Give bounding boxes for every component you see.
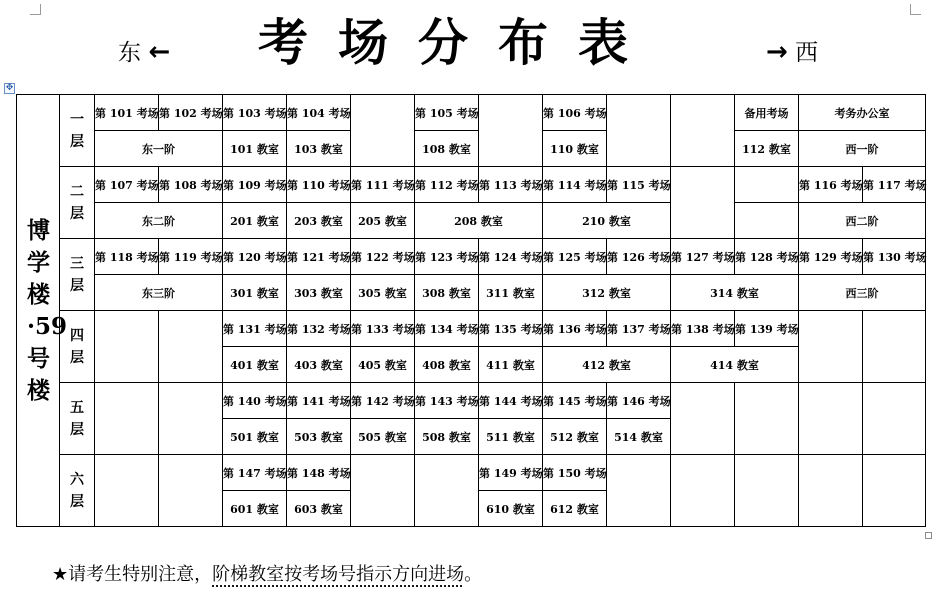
empty-cell [671, 383, 735, 455]
table-resize-handle[interactable] [925, 532, 932, 539]
classroom-cell: 东三阶 [95, 275, 223, 311]
classroom-cell: 408 教室 [415, 347, 479, 383]
classroom-cell: 108 教室 [415, 131, 479, 167]
table-move-handle-icon[interactable]: ✥ [5, 83, 14, 93]
empty-cell [159, 311, 223, 383]
exam-room-cell: 第 149 考场 [479, 455, 543, 491]
empty-cell [159, 383, 223, 455]
empty-cell [607, 95, 671, 167]
table-row [17, 311, 926, 347]
classroom-cell: 西三阶 [799, 275, 926, 311]
floor-label: 五层 [60, 383, 95, 455]
left-arrow-icon: ← [148, 37, 171, 67]
exam-room-cell: 第 116 考场 [799, 167, 863, 203]
exam-room-cell: 第 103 考场 [223, 95, 287, 131]
classroom-cell: 203 教室 [287, 203, 351, 239]
exam-room-cell: 第 112 考场 [415, 167, 479, 203]
empty-cell [159, 455, 223, 527]
exam-room-cell: 第 101 考场 [95, 95, 159, 131]
empty-cell [863, 311, 926, 383]
classroom-cell: 103 教室 [287, 131, 351, 167]
empty-cell [863, 455, 926, 527]
building-name-cell [17, 95, 68, 527]
exam-room-cell: 第 108 考场 [159, 167, 223, 203]
page-corner-mark-top-right [910, 4, 921, 15]
empty-cell [671, 95, 735, 167]
exam-room-cell: 第 121 考场 [287, 239, 351, 275]
exam-room-cell: 第 124 考场 [479, 239, 543, 275]
classroom-cell: 501 教室 [223, 419, 287, 455]
empty-cell [479, 95, 543, 167]
exam-room-cell: 第 119 考场 [159, 239, 223, 275]
exam-room-cell: 第 141 考场 [287, 383, 351, 419]
classroom-cell: 112 教室 [735, 131, 799, 167]
classroom-cell: 601 教室 [223, 491, 287, 527]
table-row [17, 383, 926, 419]
empty-cell [607, 455, 671, 527]
empty-cell [95, 383, 159, 455]
exam-room-cell: 第 133 考场 [351, 311, 415, 347]
exam-room-cell: 第 104 考场 [287, 95, 351, 131]
exam-room-cell: 备用考场 [735, 95, 799, 131]
exam-room-cell: 第 147 考场 [223, 455, 287, 491]
classroom-cell: 东二阶 [95, 203, 223, 239]
exam-room-cell: 第 102 考场 [159, 95, 223, 131]
floor-label: 六层 [60, 455, 95, 527]
exam-room-cell: 第 120 考场 [223, 239, 287, 275]
page-corner-mark-top-left [30, 4, 41, 15]
exam-room-cell: 第 126 考场 [607, 239, 671, 275]
table-row [17, 275, 926, 311]
exam-room-cell: 第 139 考场 [735, 311, 799, 347]
empty-cell [95, 455, 159, 527]
exam-room-cell: 第 140 考场 [223, 383, 287, 419]
classroom-cell: 305 教室 [351, 275, 415, 311]
classroom-cell: 西一阶 [799, 131, 926, 167]
notice-prefix: ★请考生特别注意， [52, 564, 213, 585]
right-arrow-icon: → [766, 37, 788, 67]
exam-room-cell: 第 134 考场 [415, 311, 479, 347]
exam-room-cell: 第 135 考场 [479, 311, 543, 347]
exam-room-cell: 考务办公室 [799, 95, 926, 131]
exam-room-cell: 第 125 考场 [543, 239, 607, 275]
floor-label: 二层 [60, 167, 95, 239]
classroom-cell: 303 教室 [287, 275, 351, 311]
building-name: 博学楼·59号楼 [27, 216, 68, 404]
classroom-cell: 612 教室 [543, 491, 607, 527]
classroom-cell: 308 教室 [415, 275, 479, 311]
classroom-cell: 403 教室 [287, 347, 351, 383]
exam-room-cell: 第 150 考场 [543, 455, 607, 491]
exam-room-cell: 第 144 考场 [479, 383, 543, 419]
classroom-cell: 405 教室 [351, 347, 415, 383]
east-direction-label [118, 34, 170, 67]
notice-emphasis: 阶梯教室按考场号指示方向进场 [212, 564, 465, 585]
exam-room-cell: 第 114 考场 [543, 167, 607, 203]
exam-room-cell: 第 122 考场 [351, 239, 415, 275]
empty-cell [799, 455, 863, 527]
empty-cell [863, 383, 926, 455]
exam-room-cell: 第 117 考场 [863, 167, 926, 203]
classroom-cell: 西二阶 [799, 203, 926, 239]
table-row [17, 167, 926, 203]
classroom-cell: 201 教室 [223, 203, 287, 239]
floor-label: 四层 [60, 311, 95, 383]
exam-room-cell: 第 111 考场 [351, 167, 415, 203]
classroom-cell: 412 教室 [543, 347, 671, 383]
table-row [17, 203, 926, 239]
floor-label: 一层 [60, 95, 95, 167]
exam-room-cell: 第 109 考场 [223, 167, 287, 203]
exam-room-table [16, 94, 926, 527]
empty-cell [95, 311, 159, 383]
classroom-cell: 505 教室 [351, 419, 415, 455]
classroom-cell: 208 教室 [415, 203, 543, 239]
table-row [17, 95, 926, 131]
floor-label: 三层 [60, 239, 95, 311]
empty-cell [351, 455, 415, 527]
classroom-cell: 511 教室 [479, 419, 543, 455]
empty-cell [671, 167, 735, 239]
empty-cell [415, 455, 479, 527]
exam-room-cell: 第 115 考场 [607, 167, 671, 203]
exam-room-cell: 第 146 考场 [607, 383, 671, 419]
exam-room-cell: 第 123 考场 [415, 239, 479, 275]
classroom-cell: 314 教室 [671, 275, 799, 311]
exam-room-cell: 第 145 考场 [543, 383, 607, 419]
notice-suffix: 。 [464, 564, 483, 585]
empty-cell [799, 383, 863, 455]
classroom-cell: 603 教室 [287, 491, 351, 527]
table-row [17, 455, 926, 491]
exam-room-cell: 第 137 考场 [607, 311, 671, 347]
exam-room-cell: 第 118 考场 [95, 239, 159, 275]
classroom-cell: 508 教室 [415, 419, 479, 455]
table-row [17, 131, 926, 167]
exam-room-cell: 第 106 考场 [543, 95, 607, 131]
exam-room-cell: 第 107 考场 [95, 167, 159, 203]
exam-room-cell: 第 113 考场 [479, 167, 543, 203]
classroom-cell: 610 教室 [479, 491, 543, 527]
exam-room-cell: 第 128 考场 [735, 239, 799, 275]
classroom-cell: 205 教室 [351, 203, 415, 239]
empty-cell [735, 203, 799, 239]
classroom-cell: 312 教室 [543, 275, 671, 311]
exam-room-cell: 第 130 考场 [863, 239, 926, 275]
exam-room-cell: 第 105 考场 [415, 95, 479, 131]
classroom-cell: 503 教室 [287, 419, 351, 455]
east-label: 东 [118, 40, 141, 66]
west-direction-label [766, 34, 818, 67]
classroom-cell: 414 教室 [671, 347, 799, 383]
exam-room-cell: 第 148 考场 [287, 455, 351, 491]
exam-room-cell: 第 143 考场 [415, 383, 479, 419]
classroom-cell: 210 教室 [543, 203, 671, 239]
exam-room-cell: 第 127 考场 [671, 239, 735, 275]
notice-text [52, 560, 482, 586]
classroom-cell: 301 教室 [223, 275, 287, 311]
exam-room-cell: 第 129 考场 [799, 239, 863, 275]
empty-cell [799, 311, 863, 383]
classroom-cell: 401 教室 [223, 347, 287, 383]
classroom-cell: 411 教室 [479, 347, 543, 383]
west-label: 西 [795, 40, 819, 66]
page-title: 考场分布表 [258, 13, 658, 72]
exam-room-cell: 第 132 考场 [287, 311, 351, 347]
empty-cell [735, 383, 799, 455]
classroom-cell: 110 教室 [543, 131, 607, 167]
empty-cell [735, 455, 799, 527]
exam-room-cell: 第 138 考场 [671, 311, 735, 347]
classroom-cell: 512 教室 [543, 419, 607, 455]
exam-room-cell: 第 131 考场 [223, 311, 287, 347]
classroom-cell: 311 教室 [479, 275, 543, 311]
empty-cell [671, 455, 735, 527]
exam-room-cell: 第 142 考场 [351, 383, 415, 419]
empty-cell [351, 95, 415, 167]
classroom-cell: 514 教室 [607, 419, 671, 455]
empty-cell [735, 167, 799, 203]
exam-room-cell: 第 136 考场 [543, 311, 607, 347]
exam-room-cell: 第 110 考场 [287, 167, 351, 203]
table-row [17, 239, 926, 275]
classroom-cell: 101 教室 [223, 131, 287, 167]
classroom-cell: 东一阶 [95, 131, 223, 167]
